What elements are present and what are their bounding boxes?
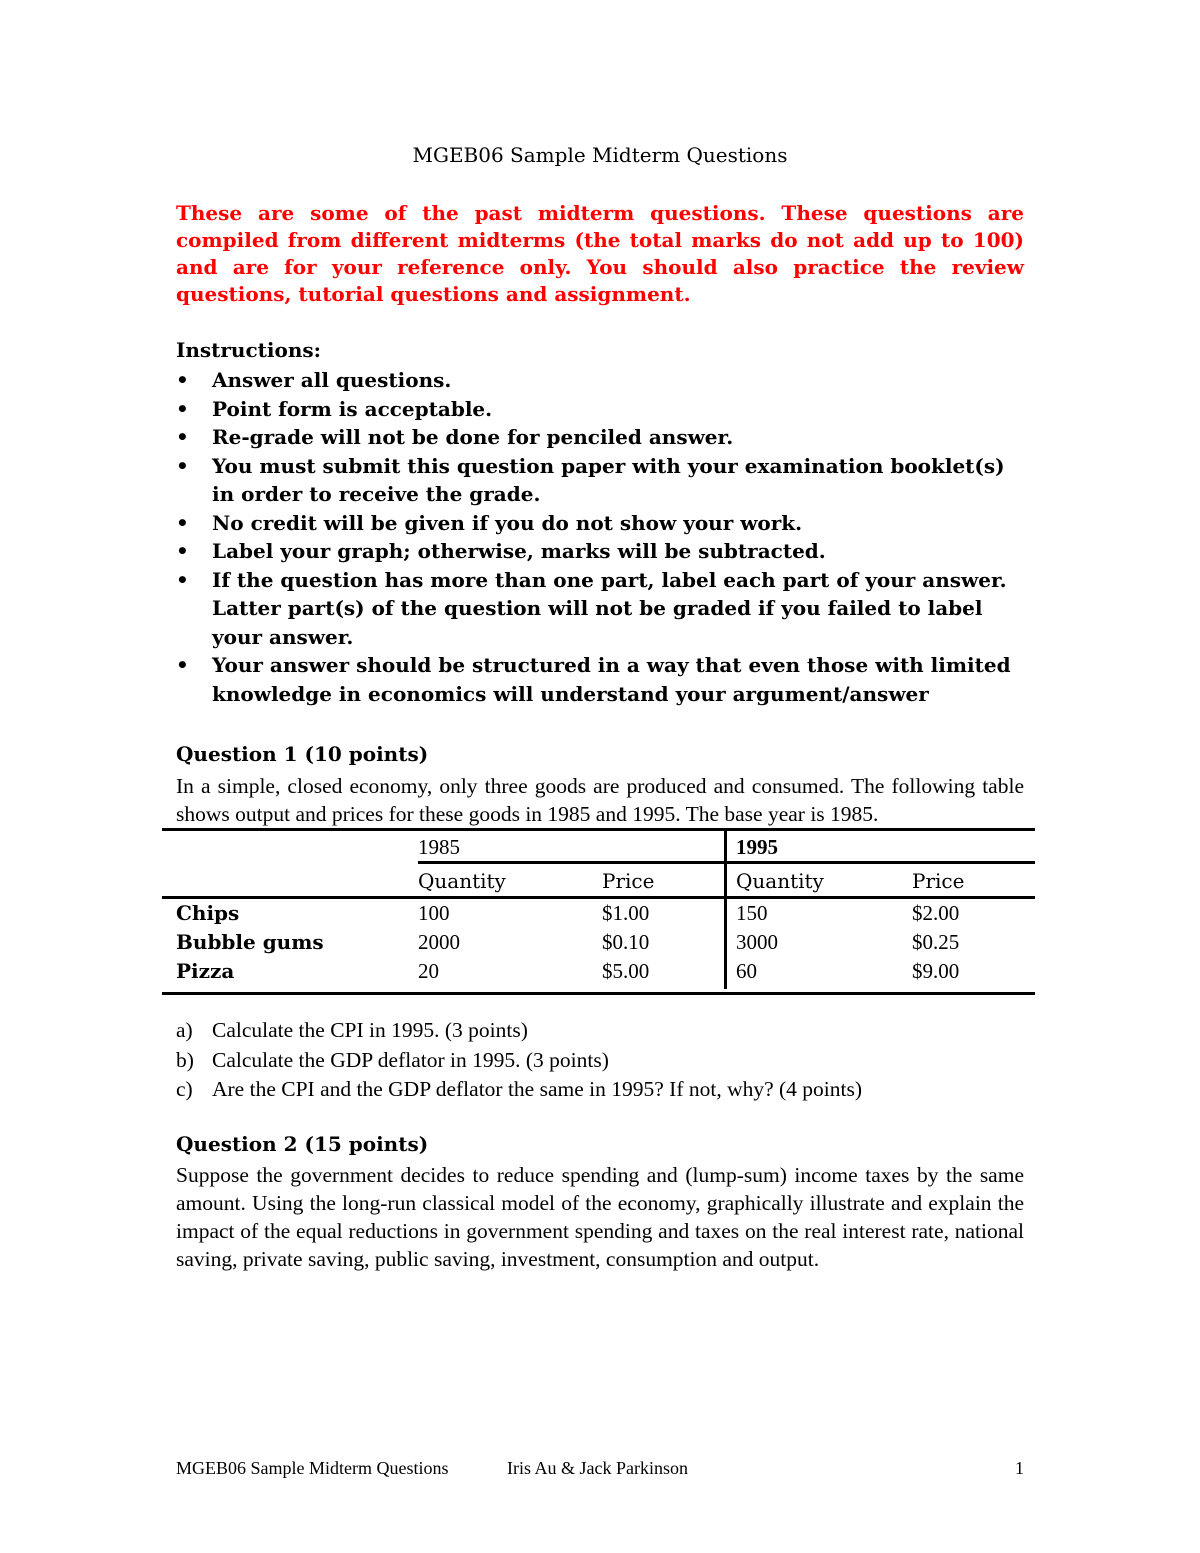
question1-text: In a simple, closed economy, only three goods are produced and consumed. The following table shows output and prices for these goods in 1985 and 1995. The base year is 1985. [176,774,1024,826]
instruction-item: • Re-grade will not be done for penciled answer. [176,423,1024,452]
table-header-rule [162,896,1035,899]
question1-heading: Question 1 (10 points) [176,742,429,766]
bullet-icon: • [176,567,189,592]
year-1995-header: 1995 [736,835,778,859]
bullet-icon: • [176,510,189,535]
question2-heading: Question 2 (15 points) [176,1132,429,1156]
question-part: b) Calculate the GDP deflator in 1995. (3 points) [176,1046,1024,1076]
part-marker: b) [176,1047,194,1072]
instruction-item: • You must submit this question paper with your examination booklet(s) in order to receive the grade. [176,453,1005,506]
part-marker: a) [176,1018,193,1042]
column-header-quantity: Quantity [736,869,824,893]
table-header-rule [418,861,1035,864]
page-title: MGEB06 Sample Midterm Questions [412,143,788,167]
bullet-icon: • [176,368,189,392]
footer-authors: Iris Au & Jack Parkinson [507,1458,688,1478]
table-cell: $0.10 [602,930,650,954]
column-header-price: Price [912,869,965,893]
part-marker: c) [176,1077,193,1101]
instruction-item: • Point form is acceptable. [176,395,1024,424]
table-cell: 2000 [418,930,460,954]
table-cell: $1.00 [602,901,650,925]
question1-parts [176,1016,1024,1105]
bullet-icon: • [176,425,189,449]
instruction-item: • Label your graph; otherwise, marks will be subtracted. [176,537,1024,566]
table-cell: 100 [418,901,450,925]
table-row-label: Bubble gums [176,930,324,954]
table-divider [724,831,727,989]
table-row-label: Pizza [176,959,235,983]
table-cell: 150 [736,901,768,925]
footer-course: MGEB06 Sample Midterm Questions [176,1458,449,1478]
column-header-price: Price [602,869,655,893]
bullet-icon: • [176,453,189,478]
table-cell: $9.00 [912,959,960,983]
table-cell: 3000 [736,930,778,954]
question2-text: Suppose the government decides to reduce spending and (lump-sum) income taxes by the same amount. Using the long-run classical model of the economy, graphically illustrate and explain the impact of the equal reductions in government spending and taxes on the real interest rate, national saving, private saving, public saving, investment, consumption and output. [176,1163,1024,1271]
year-1985-header: 1985 [418,835,460,859]
price-quantity-table [162,828,1035,995]
question-part: a) Calculate the CPI in 1995. (3 points) [176,1016,1024,1046]
question-part: c) Are the CPI and the GDP deflator the same in 1995? If not, why? (4 points) [176,1075,1024,1105]
instruction-item: • Answer all questions. [176,366,1024,395]
instructions-list [176,366,1024,708]
bullet-icon: • [176,653,189,677]
column-header-quantity: Quantity [418,869,506,893]
page-number: 1 [1015,1458,1024,1478]
table-row-label: Chips [176,901,240,925]
instruction-item: • No credit will be given if you do not show your work. [176,509,1024,538]
instruction-item: • If the question has more than one part, label each part of your answer. Latter part(s) of the question will not be graded if you failed to label your answer. [176,567,1007,649]
bullet-icon: • [176,539,189,563]
table-cell: 20 [418,959,439,983]
instruction-item: • Your answer should be structured in a way that even those with limited knowledge in economics will understand your argument/answer [176,653,1011,706]
instructions-heading: Instructions: [176,338,322,362]
table-cell: $5.00 [602,959,650,983]
table-cell: $0.25 [912,930,960,954]
intro-notice: These are some of the past midterm questions. These questions are compiled from different midterms (the total marks do not add up to 100) and are for your reference only. You should also practice the review questions, tutorial questions and assignment. [176,201,1024,306]
table-cell: 60 [736,959,757,983]
table-cell: $2.00 [912,901,960,925]
bullet-icon: • [176,396,189,421]
